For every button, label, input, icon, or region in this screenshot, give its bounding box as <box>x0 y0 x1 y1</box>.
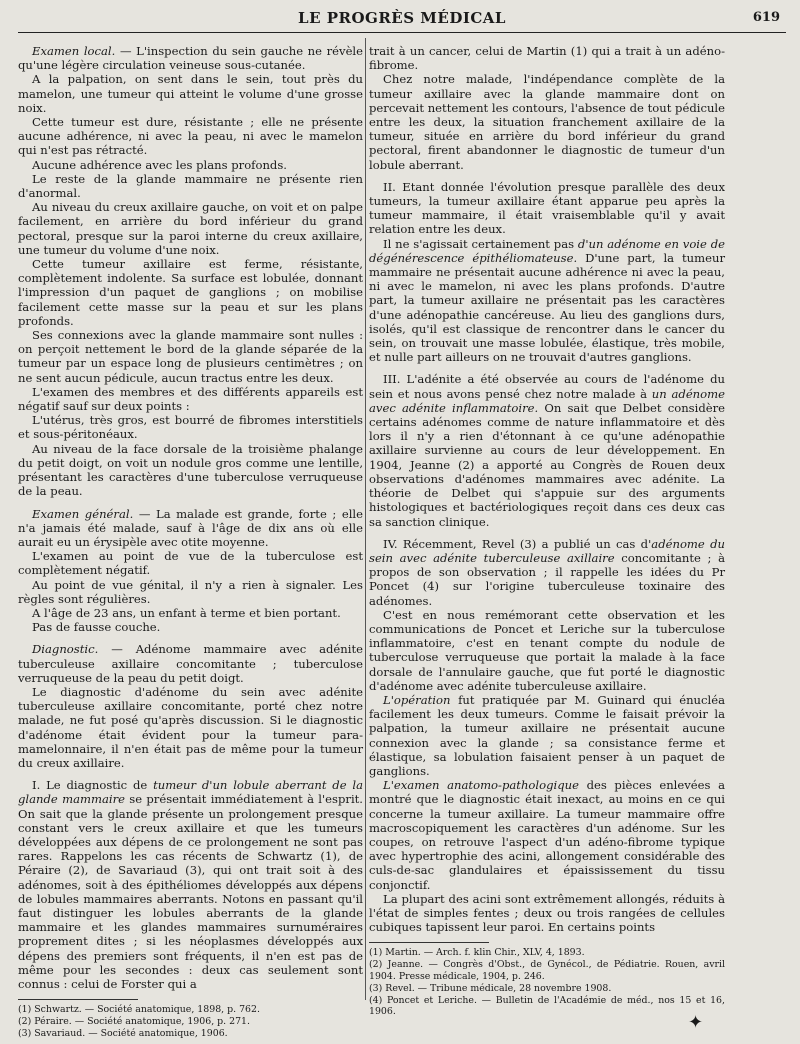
paragraph <box>18 642 363 685</box>
paragraph-text: — L'inspection du sein gauche ne révèle qu'une légère circulation veineuse sous-cutanée. <box>18 44 363 73</box>
footnote: (1) Schwartz. — Société anatomique, 1898, p. 762. <box>18 1004 260 1016</box>
paragraph-text: Le diagnostic d'adénome du sein avec adénite tuberculeuse axillaire concomitante, porté chez notre malade, ne fut posé qu'après discussion. Si le diagnostic d'adénome était évident pour la tumeur para-mamelonnaire, il n'en était pas de même pour la tumeur du creux axillaire. <box>18 684 363 770</box>
footnote: (4) Poncet et Leriche. — Bulletin de l'Académie de méd., nos 15 et 16, 1906. <box>369 994 725 1018</box>
paragraph <box>18 172 363 200</box>
paragraph <box>18 44 363 72</box>
paragraph <box>18 606 363 620</box>
paragraph <box>18 507 363 550</box>
footnote: (1) Martin. — Arch. f. klin Chir., XLV, 4, 1893. <box>369 947 585 959</box>
footnotes <box>369 947 725 1018</box>
paragraph <box>369 778 725 892</box>
footnote-rule <box>369 942 489 943</box>
paragraph-italic: tumeur d'un lobule aberrant de la glande mammaire <box>18 778 363 807</box>
paragraph <box>369 537 725 608</box>
paragraph <box>369 72 725 171</box>
paragraph <box>369 608 725 693</box>
paragraph-text: trait à un cancer, celui de Martin (1) qui a trait à un adéno-fibrome. <box>369 44 725 73</box>
paragraph-italic: L'examen anatomo-pathologique <box>383 778 579 793</box>
paragraph-text: Cette tumeur est dure, résistante ; elle ne présente aucune adhérence, ni avec la peau, ni avec le mamelon qui n'est pas rétracté. <box>18 115 363 158</box>
paragraph-text: se présentait immédiatement à l'esprit. On sait que la glande présente un prolongement presque constant vers le creux axillaire et que les tumeurs développées aux dépens de ce prolongement ne sont pas rares. Rappelons les cas récents de Schwartz (1), de Péraire (2), de Savariaud (3), qui ont trait soit à des adénomes, soit à des épithéliomes développés aux dépens de lobules mammaires aberrants. Notons en passant qu'il faut distinguer les lobules aberrants de la glande mammaire et les glandes mammaires surnuméraires proprement dites ; si les néoplasmes développés aux dépens des premiers sont fréquents, il n'en est pas de même pour les secondes : deux cas seulement sont connus : celui de Forster qui a <box>18 792 363 991</box>
paragraph <box>18 385 363 413</box>
paragraph-lead: Diagnostic. <box>32 642 99 657</box>
paragraph <box>18 578 363 606</box>
paragraph <box>18 413 363 441</box>
paragraph-text: Il ne s'agissait certainement pas <box>383 236 578 251</box>
paragraph <box>18 442 363 499</box>
paragraph-text: Le reste de la glande mammaire ne présente rien d'anormal. <box>18 171 363 201</box>
running-header <box>18 4 786 33</box>
paragraph <box>18 158 363 172</box>
paragraph <box>369 693 725 778</box>
paragraph-text: Ses connexions avec la glande mammaire sont nulles : on perçoit nettement le bord de la glande séparée de la tumeur par un espace long de plusieurs centimètres ; on ne sent aucun pédicule, aucun tractus entre les deux. <box>18 328 363 385</box>
paragraph-text: D'une part, la tumeur mammaire ne présentait aucune adhérence ni avec la peau, ni avec le mamelon, ni avec les plans profonds. D'autre part, la tumeur axillaire ne présentait pas les caractères d'une adénopathie cancéreuse. Au lieu des ganglions durs, isolés, qu'il est classique de rencontrer dans le cancer du sein, on trouvait une masse lobulée, élastique, très mobile, et nulle part ailleurs on ne trouvait d'autres ganglions. <box>369 250 725 365</box>
paragraph-italic: d'un adénome en voie de dégénérescence épithéliomateuse. <box>369 236 725 265</box>
column-divider <box>365 38 366 1000</box>
paragraph-text: — La malade est grande, forte ; elle n'a jamais été malade, sauf à l'âge de dix ans où elle aurait eu un érysipèle avec otite moyenne. <box>18 506 363 549</box>
paragraph-text: — Adénome mammaire avec adénite tuberculeuse axillaire concomitante ; tuberculose verruqueuse de la peau du petit doigt. <box>18 642 363 685</box>
paragraph <box>369 372 725 528</box>
paragraph-text: Au niveau de la face dorsale de la troisième phalange du petit doigt, on voit un nodule gros comme une lentille, présentant les caractères d'une tuberculose verruqueuse de la peau. <box>18 441 363 499</box>
paragraph <box>369 180 725 237</box>
paragraph-text: Au point de vue génital, il n'y a rien à signaler. Les règles sont régulières. <box>18 577 363 606</box>
paragraph-text: L'examen au point de vue de la tuberculose est complètement négatif. <box>18 549 363 578</box>
paragraph-lead: Examen général. <box>32 506 134 521</box>
paragraph-text: des pièces enlevées a montré que le diagnostic était inexact, au moins en ce qui concerne la tumeur axillaire. La tumeur mammaire offre macroscopiquement les caractères d'un adénome. Sur les coupes, on retrouve l'aspect d'un adéno-fibrome typique avec hypertrophie des acini, allongement considérable des culs-de-sac glandulaires et épaississement du tissu conjonctif. <box>369 778 725 892</box>
paragraph-italic: L'opération <box>383 692 451 707</box>
paragraph <box>18 549 363 577</box>
paragraph-text: A la palpation, on sent dans le sein, tout près du mamelon, une tumeur qui atteint le volume d'une grosse noix. <box>18 72 363 115</box>
paragraph-text: L'examen des membres et des différents appareils est négatif sauf sur deux points : <box>18 384 363 414</box>
paragraph-text: La plupart des acini sont extrêmement allongés, réduits à l'état de simples fentes ; deux ou trois rangées de cellules cubiques tapissent leur paroi. En certains points <box>369 891 725 935</box>
footnote: (2) Péraire. — Société anatomique, 1906, p. 271. <box>18 1016 250 1027</box>
paragraph-text: fut pratiquée par M. Guinard qui énucléa facilement les deux tumeurs. Comme le faisait prévoir la palpation, la tumeur axillaire ne présentait aucune connexion avec la glande ; sa consistance ferme et élastique, sa lobulation faisaient penser à un paquet de ganglions. <box>369 692 725 778</box>
paragraph <box>18 115 363 158</box>
paragraph-text: II. Etant donnée l'évolution presque parallèle des deux tumeurs, la tumeur axillaire étant apparue peu après la tumeur mammaire, il était vraisemblable qu'il y avait relation entre les deux. <box>369 179 725 237</box>
ornament-glyph: ✦ <box>688 1012 704 1033</box>
paragraph <box>369 44 725 72</box>
page-number: 619 <box>752 10 780 25</box>
paragraph-text: L'utérus, très gros, est bourré de fibromes interstitiels et sous-péritonéaux. <box>18 413 363 442</box>
paragraph-text: C'est en nous remémorant cette observation et les communications de Poncet et Leriche sur la tuberculose inflammatoire, c'est en tenant compte du nodule de tuberculose verruqueuse que portait la malade à la face dorsale de l'annulaire gauche, que fut porté le diagnostic d'adénome avec adénite tuberculeuse axillaire. <box>369 607 725 693</box>
footnote: (3) Savariaud. — Société anatomique, 1906. <box>18 1027 228 1039</box>
paragraph-text: On sait que Delbet considère certains adénomes comme de nature inflammatoire et dès lors il n'y a rien d'étonnant à ce qu'une adénopathie axillaire survienne au cours de leur développement. En 1904, Jeanne (2) a apporté au Congrès de Rouen deux observations d'adénomes mammaires avec adénite. La théorie de Delbet qui s'appuie sur des arguments histologiques et bactériologiques reçoit dans ces deux cas sa sanction clinique. <box>369 400 726 529</box>
paragraph <box>18 328 363 385</box>
footnote: (3) Revel. — Tribune médicale, 28 novembre 1908. <box>369 982 612 994</box>
paragraph <box>18 685 363 770</box>
paragraph-lead: I. Le diagnostic de <box>32 778 154 793</box>
paragraph-text: Aucune adhérence avec les plans profonds. <box>32 157 287 172</box>
footnote: (2) Jeanne. — Congrès d'Obst., de Gynécol., de Pédiatrie. Rouen, avril 1904. Presse médicale, 1904, p. 246. <box>369 959 725 982</box>
paragraph-text: A l'âge de 23 ans, un enfant à terme et bien portant. <box>32 605 341 620</box>
paragraph-text: III. L'adénite a été observée au cours de l'adénome du sein et nous avons pensé chez notre malade à <box>369 372 725 401</box>
right-column <box>369 44 725 1018</box>
paragraph <box>369 237 725 365</box>
paragraph <box>18 200 363 257</box>
paragraph-text: Chez notre malade, l'indépendance complète de la tumeur axillaire avec la glande mammaire dont on percevait nettement les contours, l'absence de tout pédicule entre les deux, la situation franchement axillaire de la tumeur, située en arrière du bord inférieur du grand pectoral, firent abandonner le diagnostic de tumeur d'un lobule aberrant. <box>369 72 725 172</box>
paragraph-lead: Examen local. <box>32 44 116 58</box>
footnote-rule <box>18 999 138 1000</box>
paragraph <box>18 620 363 634</box>
paragraph-text: Cette tumeur axillaire est ferme, résistante, complètement indolente. Sa surface est lobulée, donnant l'impression d'un paquet de ganglions ; on mobilise facilement cette masse sur la peau et sur les plans profonds. <box>18 257 363 328</box>
left-column <box>18 44 363 1040</box>
paragraph <box>18 778 363 991</box>
paragraph-text: concomitante ; à propos de son observation ; il rappelle les idées du Pr Poncet (4) sur l'origine tuberculeuse toxinaire des adénomes. <box>369 550 725 608</box>
paragraph-text: Au niveau du creux axillaire gauche, on voit et on palpe facilement, en arrière du bord inférieur du grand pectoral, presque sur la paroi interne du creux axillaire, une tumeur du volume d'une noix. <box>18 200 363 257</box>
paragraph-text: IV. Récemment, Revel (3) a publié un cas d' <box>383 536 652 551</box>
paragraph-text: Pas de fausse couche. <box>32 620 161 635</box>
paragraph <box>18 72 363 115</box>
journal-title: LE PROGRÈS MÉDICAL <box>298 9 506 27</box>
paragraph-italic: un adénome avec adénite inflammatoire. <box>369 386 725 415</box>
footnotes <box>18 1004 363 1039</box>
paragraph <box>369 892 725 935</box>
paragraph-italic: adénome du sein avec adénite tuberculeuse axillaire <box>369 536 725 565</box>
paragraph <box>18 257 363 328</box>
